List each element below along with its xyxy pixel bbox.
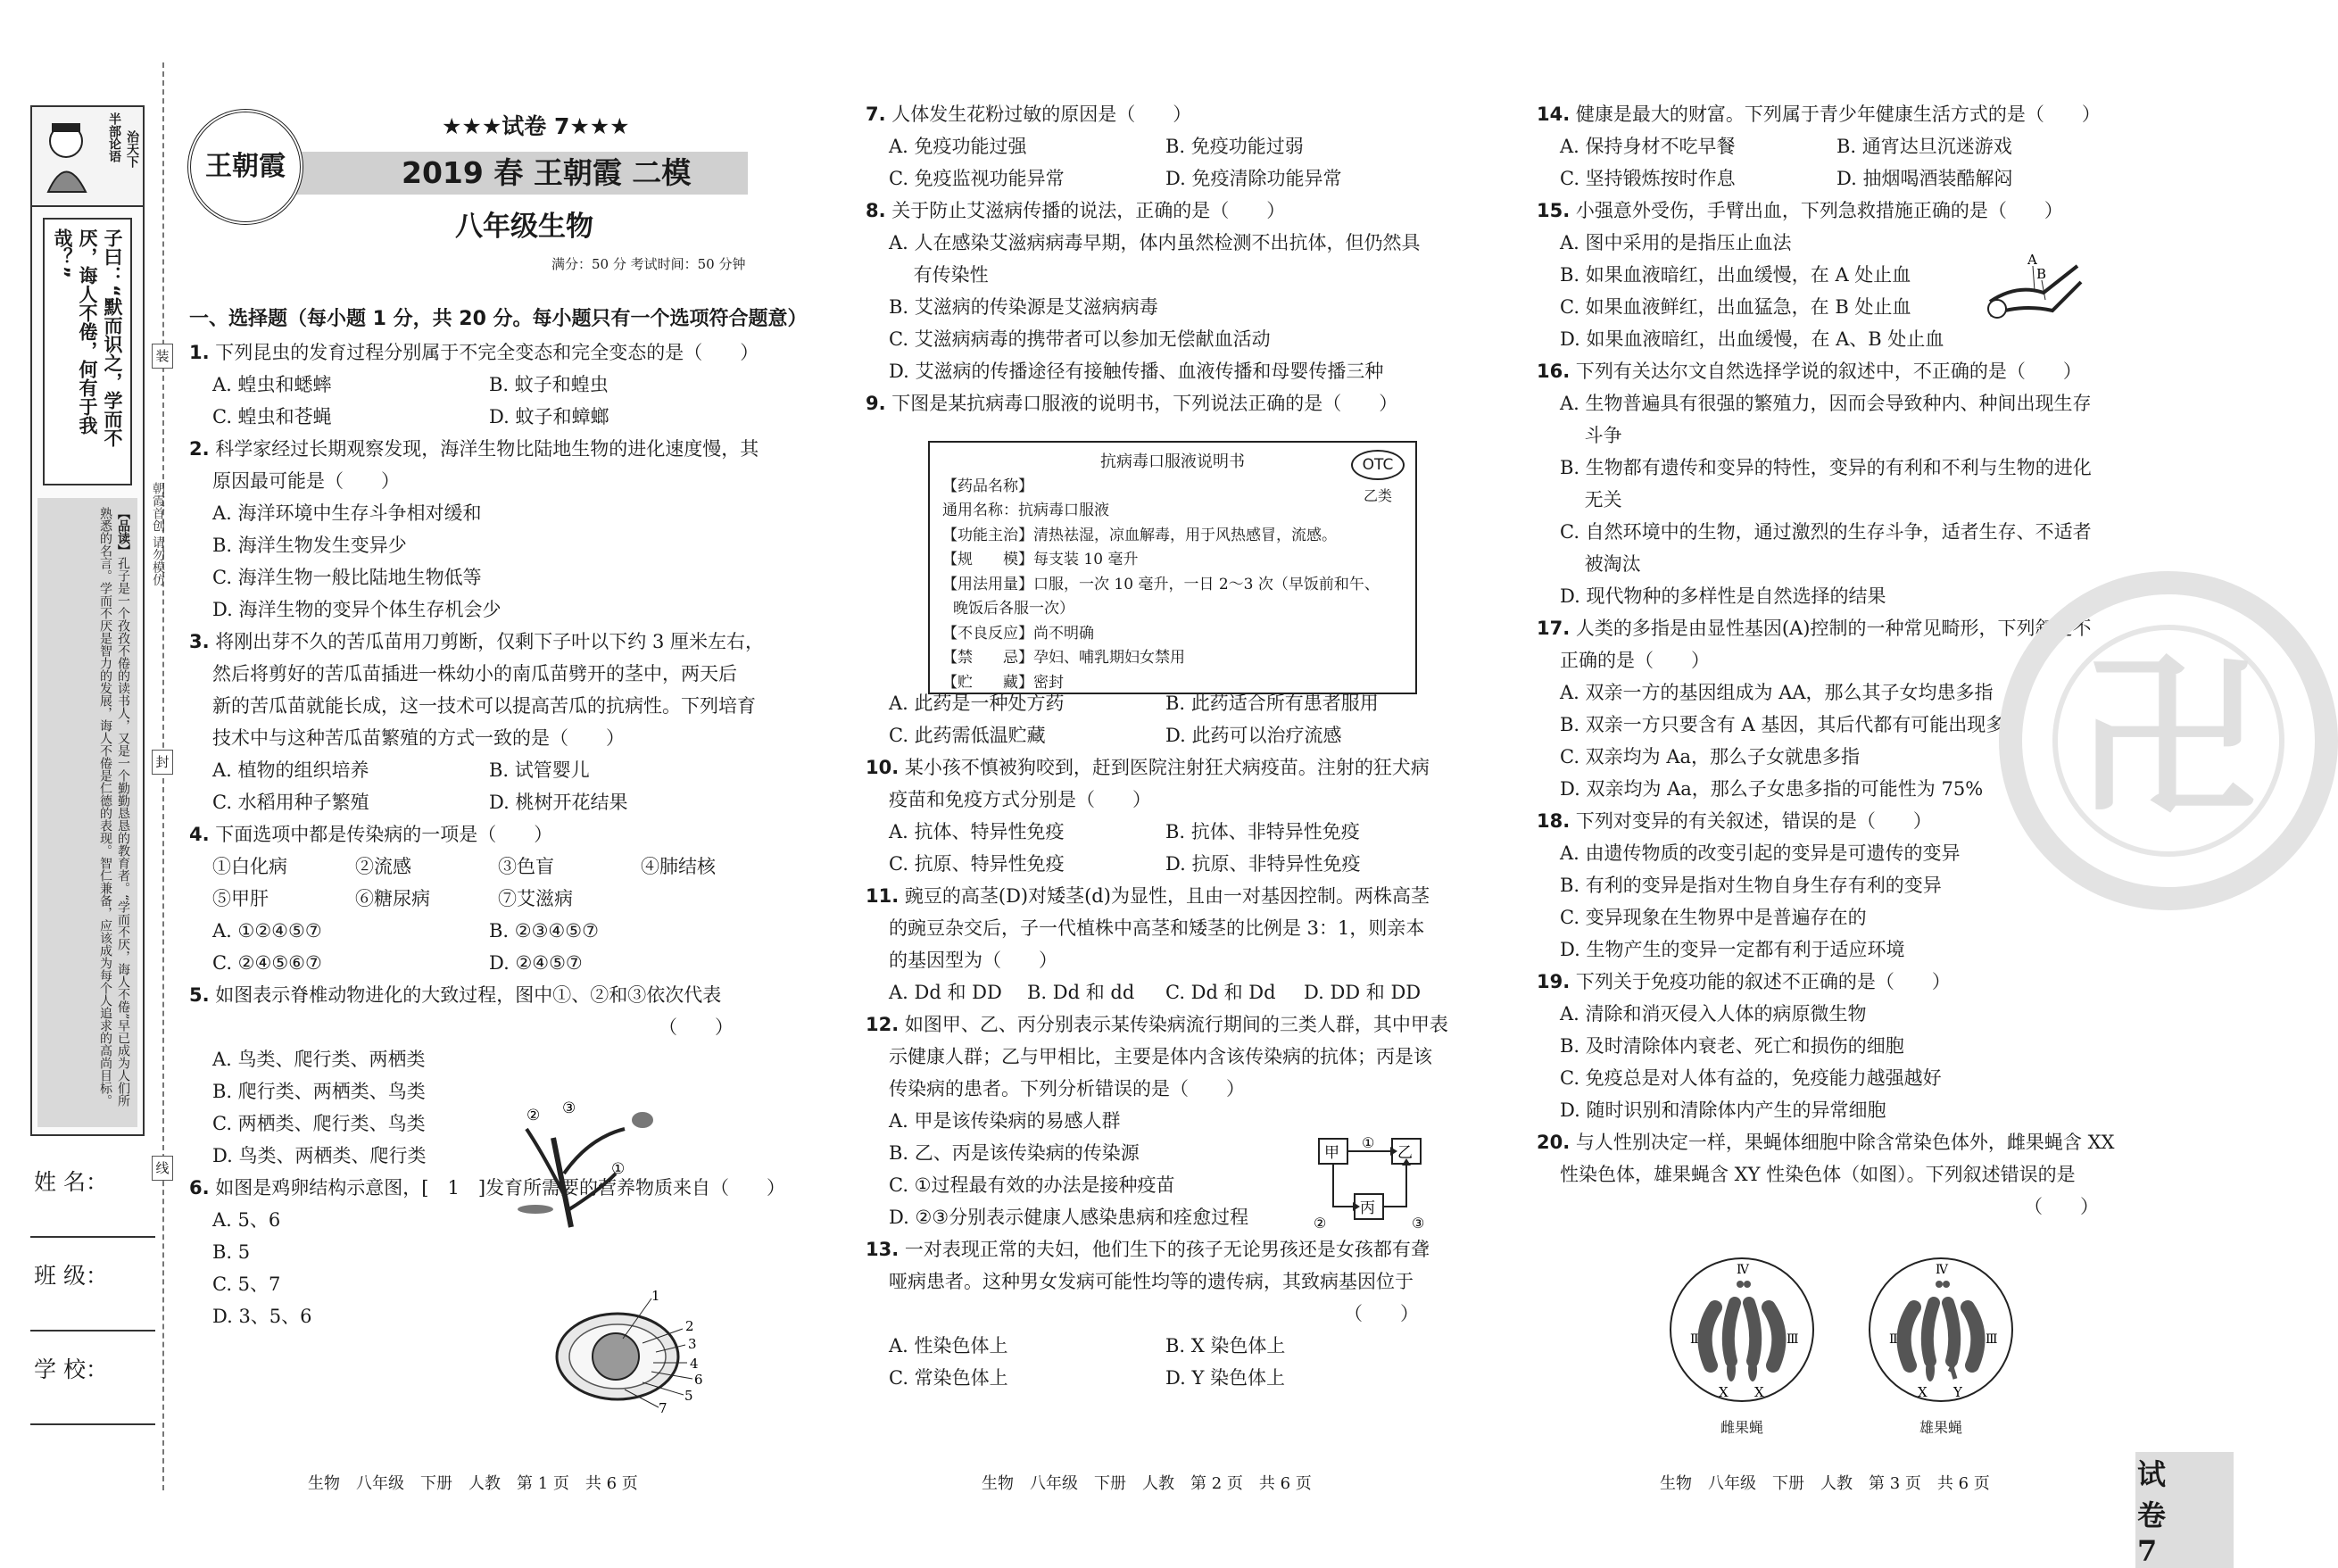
question-number: 18.	[1537, 810, 1571, 832]
question-stem-line	[189, 433, 787, 465]
arm-bleeding-figure	[1981, 248, 2088, 328]
option-b[interactable]: B. 海洋生物发生变异少	[212, 535, 407, 556]
drug-line: 晚饭后各服一次）	[953, 600, 1074, 618]
option-row	[189, 786, 787, 818]
option-row	[866, 719, 1472, 751]
otc-badge: OTC	[1351, 450, 1405, 480]
binding-cut-line	[162, 62, 164, 1490]
option-b[interactable]: B. 生物都有遗传和变异的特性，变异的有利和不利与生物的进化	[1560, 457, 2092, 478]
evolution-tree-figure	[518, 1099, 687, 1232]
drug-leaflet	[928, 441, 1417, 694]
option-a[interactable]: A. 植物的组织培养	[212, 759, 369, 781]
male-chrom-4: Ⅳ	[1936, 1263, 1948, 1277]
watermark-stamp-icon: 卍	[2078, 636, 2258, 844]
question-text: 关于防止艾滋病传播的说法，正确的是（ ）	[891, 200, 1286, 221]
question-text: 下列关于免疫功能的叙述不正确的是（ ）	[1575, 971, 1951, 992]
question-stem-line	[1537, 355, 2152, 387]
option-c[interactable]: C. 抗原、特异性免疫	[889, 853, 1065, 875]
female-chrom-3: Ⅲ	[1787, 1332, 1799, 1347]
option-c[interactable]: C. 免疫总是对人体有益的，免疫能力越强越好	[1560, 1067, 1942, 1089]
sidebar-header	[32, 107, 143, 207]
item: ⑥糖尿病	[355, 888, 430, 909]
question-16	[1537, 355, 2152, 612]
option-b[interactable]: B. 蚊子和蝗虫	[489, 374, 609, 395]
brand-logo: 王朝霞	[187, 109, 303, 225]
question-stem-line: 传染病的患者。下列分析错误的是（ ）	[889, 1078, 1245, 1099]
footer-page-2: 生物 八年级 下册 人教 第 2 页 共 6 页	[982, 1474, 1312, 1493]
question-text: 下面选项中都是传染病的一项是（ ）	[215, 824, 553, 845]
school-field-line[interactable]	[30, 1423, 155, 1425]
male-chrom-3: Ⅲ	[1986, 1332, 1998, 1347]
sidebar-note-tag: 【品读】	[116, 507, 130, 557]
male-fly-figure	[1861, 1254, 2021, 1436]
question-stem-line: 性染色体，雄果蝇含 XY 性染色体（如图）。下列叙述错误的是	[1560, 1164, 2076, 1185]
q6-label-2: 2	[685, 1318, 694, 1334]
question-number: 20.	[1537, 1132, 1571, 1153]
cut-mark-1: 装	[152, 344, 173, 369]
q12-box-jia: 甲	[1324, 1144, 1339, 1162]
question-text: 健康是最大的财富。下列属于青少年健康生活方式的是（ ）	[1575, 104, 2101, 125]
option-continuation: 有传染性	[889, 264, 989, 286]
option-a[interactable]: A. 双亲一方的基因组成为 AA，那么其子女均患多指	[1560, 682, 1994, 703]
school-field-label: 学 校：	[34, 1356, 108, 1382]
female-chrom-x2: X	[1754, 1384, 1764, 1400]
option-c[interactable]: C. 常染色体上	[889, 1367, 1008, 1389]
option-b[interactable]: B. 如果血液暗红，出血缓慢，在 A 处止血	[1560, 264, 1911, 286]
option-c[interactable]: C. 免疫监视功能异常	[889, 168, 1065, 189]
option-b[interactable]: B. X 染色体上	[1165, 1335, 1286, 1356]
question-5	[189, 979, 787, 1172]
option-c[interactable]: C. 此药需低温贮藏	[889, 725, 1046, 746]
question-20	[1537, 1126, 2152, 1223]
question-text: 下列对变异的有关叙述，错误的是（ ）	[1575, 810, 1932, 832]
option-c[interactable]: C. 5、7	[212, 1273, 281, 1295]
q5-label-1: ①	[611, 1160, 626, 1178]
option-d[interactable]: D. ②③分别表示健康人感染患病和痊愈过程	[889, 1207, 1249, 1228]
question-stem-line: 原因最可能是（ ）	[212, 470, 400, 492]
q12-path-2: ②	[1314, 1215, 1327, 1232]
option-b[interactable]: B. 乙、丙是该传染病的传染源	[889, 1142, 1140, 1164]
option-c[interactable]: C. 双亲均为 Aa，那么子女就患多指	[1560, 746, 1861, 767]
option-b[interactable]: B. 双亲一方只要含有 A 基因，其后代都有可能出现多指	[1560, 714, 2024, 735]
option-b[interactable]: B. 艾滋病的传染源是艾滋病病毒	[889, 296, 1158, 318]
option-a[interactable]: A. 鸟类、爬行类、两栖类	[212, 1049, 426, 1070]
question-text: 如图甲、乙、丙分别表示某传染病流行期间的三类人群，其中甲表	[904, 1014, 1448, 1035]
option-d[interactable]: D. 此药可以治疗流感	[1165, 725, 1342, 746]
option-d[interactable]: D. 桃树开花结果	[489, 792, 628, 813]
q12-box-yi: 乙	[1397, 1144, 1413, 1162]
question-13	[866, 1233, 1472, 1394]
question-number: 13.	[866, 1239, 900, 1260]
question-number: 16.	[1537, 361, 1571, 382]
question-stem-line: 疫苗和免疫方式分别是（ ）	[889, 789, 1151, 810]
question-19	[1537, 966, 2152, 1126]
q12-path-3: ③	[1412, 1215, 1425, 1232]
question-number: 8.	[866, 200, 886, 221]
q15-label-b: B	[2036, 266, 2047, 282]
question-number: 12.	[866, 1014, 900, 1035]
question-stem-line	[189, 818, 787, 850]
question-number: 6.	[189, 1177, 210, 1199]
option-a[interactable]: A. 图中采用的是指压止血法	[1560, 232, 1792, 253]
option-a[interactable]: A. 清除和消灭侵入人体的病原微生物	[1560, 1003, 1867, 1025]
option-row	[866, 1330, 1472, 1362]
option-c[interactable]: C. 坚持锻炼按时作息	[1560, 168, 1736, 189]
paper-number: ★★★试卷 7★★★	[442, 113, 630, 139]
question-number: 11.	[866, 885, 900, 907]
sidebar-note	[37, 498, 137, 1127]
option-c[interactable]: C. ②④⑤⑥⑦	[212, 952, 322, 974]
option-a[interactable]: A. 人在感染艾滋病病毒早期，体内虽然检测不出抗体，但仍然具	[889, 232, 1421, 253]
option-row	[866, 816, 1472, 848]
egg-structure-figure	[553, 1290, 714, 1415]
option-c[interactable]: C. 如果血液鲜红，出血猛急，在 B 处止血	[1560, 296, 1911, 318]
q6-label-1: 1	[651, 1288, 660, 1304]
option-d[interactable]: D. 海洋生物的变异个体生存机会少	[212, 599, 502, 620]
q15-label-a: A	[2027, 252, 2037, 268]
question-stem-line	[189, 626, 787, 658]
item: ④肺结核	[641, 856, 716, 877]
option-a[interactable]: A. 5、6	[212, 1209, 281, 1231]
q6-label-4: 4	[690, 1356, 699, 1372]
question-text: 科学家经过长期观察发现，海洋生物比陆地生物的进化速度慢，其	[215, 438, 759, 460]
option-row	[866, 162, 1472, 195]
question-stem-line	[866, 751, 1472, 784]
answer-paren[interactable]: （ ）	[1344, 1303, 1419, 1324]
drug-line: 【禁 忌】孕妇、哺乳期妇女禁用	[942, 649, 1185, 667]
question-text: 与人性别决定一样，果蝇体细胞中除含常染色体外，雌果蝇含 XX	[1575, 1132, 2115, 1153]
option-b[interactable]: B. 5	[212, 1241, 251, 1263]
male-fly-label: 雄果蝇	[1919, 1419, 1962, 1436]
item: ⑦艾滋病	[498, 888, 573, 909]
option-row	[1537, 162, 2152, 195]
option-row	[189, 754, 787, 786]
answer-paren[interactable]: （ ）	[2024, 1196, 2099, 1217]
item: ⑤甲肝	[212, 888, 269, 909]
option-a[interactable]: A. 海洋环境中生存斗争相对缓和	[212, 502, 482, 524]
option-continuation: 无关	[1560, 489, 1622, 510]
option-c[interactable]: C. 海洋生物一般比陆地生物低等	[212, 567, 482, 588]
option-a[interactable]: A. 抗体、特异性免疫	[889, 821, 1065, 842]
question-number: 17.	[1537, 618, 1571, 639]
drug-line: 通用名称：抗病毒口服液	[942, 502, 1109, 519]
item: ①白化病	[212, 856, 287, 877]
question-stem-line: 然后将剪好的苦瓜苗插进一株幼小的南瓜苗劈开的茎中，两天后	[212, 663, 737, 684]
sidebar-motto-1: 半部论语	[107, 112, 121, 162]
option-a[interactable]: A. 由遗传物质的改变引起的变异是可遗传的变异	[1560, 842, 1961, 864]
option-row	[189, 947, 787, 979]
option-row	[1537, 130, 2152, 162]
question-stem-line	[866, 387, 1472, 419]
question-14	[1537, 98, 2152, 195]
option-b[interactable]: B. 免疫功能过弱	[1165, 136, 1304, 157]
name-field-line[interactable]	[30, 1236, 155, 1238]
option-a[interactable]: A. 免疫功能过强	[889, 136, 1027, 157]
option-d[interactable]: D. 抽烟喝酒装酷解闷	[1836, 168, 2013, 189]
cut-warning-text: 朝霞首创 请勿模仿	[151, 482, 165, 586]
option-d[interactable]: D. DD 和 DD	[1304, 982, 1422, 1003]
option-c[interactable]: C. 水稻用种子繁殖	[212, 792, 369, 813]
female-chrom-4: Ⅳ	[1737, 1263, 1749, 1277]
question-stem-line: 哑病患者。这种男女发病可能性均等的遗传病，其致病基因位于	[889, 1271, 1414, 1292]
q12-path-1: ①	[1362, 1134, 1375, 1151]
male-fly-chromosome-icon	[1861, 1254, 2021, 1406]
option-d[interactable]: D. 双亲均为 Aa，那么子女患多指的可能性为 75%	[1560, 778, 1984, 800]
section-heading: 一、选择题（每小题 1 分，共 20 分。每小题只有一个选项符合题意）	[189, 308, 808, 330]
option-row	[189, 369, 787, 401]
question-stem-line: 示健康人群；乙与甲相比，主要是体内含该传染病的抗体；丙是该	[889, 1046, 1432, 1067]
question-stem-line	[866, 880, 1472, 912]
sidebar-panel	[30, 105, 145, 1136]
question-7	[866, 98, 1472, 195]
question-stem-line	[866, 1233, 1472, 1265]
question-stem-line	[1537, 966, 2152, 998]
option-d[interactable]: D. 艾滋病的传播途径有接触传播、血液传播和母婴传播三种	[889, 361, 1384, 382]
question-stem-line: 正确的是（ ）	[1560, 650, 1710, 671]
answer-paren[interactable]: （ ）	[659, 1016, 734, 1038]
male-chrom-x: X	[1918, 1384, 1928, 1400]
drug-line: 【不良反应】尚不明确	[942, 624, 1094, 643]
question-4	[189, 818, 787, 979]
option-a[interactable]: A. 生物普遍具有很强的繁殖力，因而会导致种内、种间出现生存	[1560, 393, 2092, 414]
q6-label-6: 6	[694, 1372, 703, 1388]
column-1	[189, 336, 787, 1332]
option-b[interactable]: B. 及时清除体内衰老、死亡和损伤的细胞	[1560, 1035, 1904, 1057]
sidebar-motto-2: 治天下	[125, 130, 139, 168]
female-fly-figure	[1662, 1254, 1822, 1436]
question-stem-line: 的豌豆杂交后，子一代植株中高茎和矮茎的比例是 3：1，则亲本	[889, 917, 1425, 939]
question-stem-line	[189, 336, 787, 369]
option-c[interactable]: C. 两栖类、爬行类、鸟类	[212, 1113, 426, 1134]
option-c[interactable]: C. 蝗虫和苍蝇	[212, 406, 332, 427]
question-11	[866, 880, 1472, 1008]
option-a[interactable]: A. 性染色体上	[889, 1335, 1008, 1356]
drug-leaflet-title: 抗病毒口服液说明书	[1100, 452, 1245, 471]
female-chrom-2: Ⅱ	[1690, 1332, 1699, 1347]
drug-line: 【用法用量】口服，一次 10 毫升，一日 2～3 次（早饭前和午、	[942, 575, 1380, 593]
question-stem-line	[189, 1172, 787, 1204]
class-field-label: 班 级：	[34, 1263, 108, 1289]
question-stem-line: 技术中与这种苦瓜苗繁殖的方式一致的是（ ）	[212, 727, 625, 749]
population-flow-diagram	[1312, 1133, 1437, 1232]
option-d[interactable]: D. 随时识别和清除体内产生的异常细胞	[1560, 1099, 1886, 1121]
option-a[interactable]: A. 甲是该传染病的易感人群	[889, 1110, 1121, 1132]
otc-class: 乙类	[1363, 487, 1392, 504]
score-time-info: 满分：50 分 考试时间：50 分钟	[551, 256, 746, 272]
question-text: 小强意外受伤，手臂出血，下列急救措施正确的是（ ）	[1575, 200, 2063, 221]
option-row	[866, 1362, 1472, 1394]
question-number: 10.	[866, 757, 900, 778]
question-number: 5.	[189, 984, 210, 1006]
option-row	[189, 401, 787, 433]
question-stem-line	[866, 195, 1472, 227]
option-a[interactable]: A. 此药是一种处方药	[889, 693, 1065, 714]
option-d[interactable]: D. 生物产生的变异一定都有利于适应环境	[1560, 939, 1905, 960]
option-b[interactable]: B. Dd 和 dd	[1027, 982, 1135, 1003]
female-chrom-x1: X	[1719, 1384, 1729, 1400]
sidebar-quote: 子曰：“默而识之，学而不厌，诲人不倦，何有于我哉？”	[43, 218, 132, 485]
option-d[interactable]: D. Y 染色体上	[1165, 1367, 1285, 1389]
option-row	[866, 976, 1472, 1008]
q5-label-2: ②	[526, 1107, 541, 1124]
question-number: 4.	[189, 824, 210, 845]
item: ③色盲	[498, 856, 554, 877]
q5-label-3: ③	[562, 1099, 576, 1117]
question-number: 19.	[1537, 971, 1571, 992]
item-row	[189, 850, 787, 883]
question-number: 3.	[189, 631, 210, 652]
option-b[interactable]: B. 通宵达旦沉迷游戏	[1836, 136, 2012, 157]
question-number: 2.	[189, 438, 210, 460]
question-stem-line: 的基因型为（ ）	[889, 950, 1057, 971]
option-d[interactable]: D. 3、5、6	[212, 1306, 312, 1327]
option-b[interactable]: B. 试管婴儿	[489, 759, 590, 781]
option-c[interactable]: C. 艾滋病病毒的携带者可以参加无偿献血活动	[889, 328, 1271, 350]
male-chrom-2: Ⅱ	[1889, 1332, 1898, 1347]
drug-line: 【规 模】每支装 10 毫升	[942, 551, 1139, 568]
drug-line: 【药品名称】	[942, 477, 1033, 495]
question-stem-line	[189, 979, 787, 1011]
question-text: 某小孩不慎被狗咬到，赶到医院注射狂犬病疫苗。注射的狂犬病	[904, 757, 1430, 778]
option-c[interactable]: C. Dd 和 Dd	[1165, 982, 1276, 1003]
question-2	[189, 433, 787, 626]
question-3	[189, 626, 787, 818]
q6-label-7: 7	[659, 1400, 667, 1416]
female-fly-chromosome-icon	[1662, 1254, 1822, 1406]
question-number: 15.	[1537, 200, 1571, 221]
male-chrom-y: Y	[1953, 1384, 1962, 1400]
class-field-line[interactable]	[30, 1330, 155, 1332]
option-row	[189, 915, 787, 947]
item: ②流感	[355, 856, 411, 877]
option-b[interactable]: B. 爬行类、两栖类、鸟类	[212, 1081, 426, 1102]
option-d[interactable]: D. 如果血液暗红，出血缓慢，在 A、B 处止血	[1560, 328, 1944, 350]
option-d[interactable]: D. 蚊子和蟑螂	[489, 406, 609, 427]
question-stem-line: 新的苦瓜苗就能长成，这一技术可以提高苦瓜的抗病性。下列培育	[212, 695, 756, 717]
sidebar-note-text: 孔子是一个孜孜不倦的读书人，又是一个勤勤恳恳的教育者。“学而不厌，诲人不倦”早已成为人们所熟悉的名言。学而不厌是智力的发展，诲人不倦是仁德的表现。智仁兼备，应该成为每个人追求的高尚目标。	[98, 507, 130, 1108]
exam-title: 2019 春 王朝霞 二模	[402, 155, 692, 190]
question-text: 下列有关达尔文自然选择学说的叙述中，不正确的是（ ）	[1575, 361, 2082, 382]
option-d[interactable]: D. 抗原、非特异性免疫	[1165, 853, 1361, 875]
question-stem-line	[866, 98, 1472, 130]
option-a[interactable]: A. ①②④⑤⑦	[212, 920, 322, 942]
question-stem-line	[1537, 98, 2152, 130]
option-b[interactable]: B. 有利的变异是指对生物自身生存有利的变异	[1560, 875, 1942, 896]
question-number: 1.	[189, 342, 210, 363]
question-stem-line	[1537, 1126, 2152, 1158]
option-d[interactable]: D. 免疫清除功能异常	[1165, 168, 1342, 189]
option-row	[866, 130, 1472, 162]
drug-line: 【功能主治】清热祛湿，凉血解毒，用于风热感冒，流感。	[942, 526, 1337, 544]
female-fly-label: 雌果蝇	[1720, 1419, 1763, 1436]
question-1	[189, 336, 787, 433]
question-text: 一对表现正常的夫妇，他们生下的孩子无论男孩还是女孩都有聋	[904, 1239, 1430, 1260]
item-row	[189, 883, 787, 915]
option-b[interactable]: B. ②③④⑤⑦	[489, 920, 599, 942]
question-text: 将刚出芽不久的苦瓜苗用刀剪断，仅剩下子叶以下约 3 厘米左右，	[215, 631, 764, 652]
question-number: 7.	[866, 104, 886, 125]
question-text: 豌豆的高茎(D)对矮茎(d)为显性，且由一对基因控制。两株高茎	[904, 885, 1430, 907]
option-c[interactable]: C. 变异现象在生物界中是普遍存在的	[1560, 907, 1867, 928]
cut-mark-2: 封	[152, 750, 173, 775]
option-a[interactable]: A. Dd 和 DD	[889, 982, 1002, 1003]
q12-box-bing: 丙	[1360, 1199, 1375, 1217]
option-a[interactable]: A. 保持身材不吃早餐	[1560, 136, 1736, 157]
question-stem-line	[1537, 195, 2152, 227]
option-a[interactable]: A. 蝗虫和蟋蟀	[212, 374, 332, 395]
option-continuation: 斗争	[1560, 425, 1622, 446]
option-c[interactable]: C. 自然环境中的生物，通过激烈的生存斗争，适者生存、不适者	[1560, 521, 2092, 543]
subject-title: 八年级生物	[455, 211, 593, 243]
question-number: 9.	[866, 393, 886, 414]
drug-line: 【贮 藏】密封	[942, 673, 1064, 692]
option-b[interactable]: B. 抗体、非特异性免疫	[1165, 821, 1360, 842]
q6-label-5: 5	[684, 1388, 693, 1404]
option-b[interactable]: B. 此药适合所有患者服用	[1165, 693, 1379, 714]
question-text: 人体发生花粉过敏的原因是（ ）	[891, 104, 1192, 125]
footer-page-3: 生物 八年级 下册 人教 第 3 页 共 6 页	[1660, 1474, 1990, 1493]
option-continuation: 被淘汰	[1560, 553, 1641, 575]
name-field-label: 姓 名：	[34, 1169, 108, 1195]
option-c[interactable]: C. ①过程最有效的办法是接种疫苗	[889, 1174, 1175, 1196]
option-row	[866, 848, 1472, 880]
footer-page-1: 生物 八年级 下册 人教 第 1 页 共 6 页	[308, 1474, 638, 1493]
question-text: 下图是某抗病毒口服液的说明书，下列说法正确的是（ ）	[891, 393, 1398, 414]
option-d[interactable]: D. 现代物种的多样性是自然选择的结果	[1560, 585, 1886, 607]
q6-label-3: 3	[688, 1336, 697, 1352]
question-number: 14.	[1537, 104, 1571, 125]
paper-tag: 试卷 7	[2128, 1452, 2234, 1568]
question-text: 人类的多指是由显性基因(A)控制的一种常见畸形，下列叙述不	[1575, 618, 2092, 639]
question-text: 如图是鸡卵结构示意图，[ 1 ]发育所需要的营养物质来自（ ）	[215, 1177, 786, 1199]
question-stem-line	[866, 1008, 1472, 1041]
question-text: 下列昆虫的发育过程分别属于不完全变态和完全变态的是（ ）	[215, 342, 759, 363]
drug-leaflet-lines	[942, 475, 1403, 696]
option-d[interactable]: D. ②④⑤⑦	[489, 952, 583, 974]
question-text: 如图表示脊椎动物进化的大致过程，图中①、②和③依次代表	[215, 984, 722, 1006]
question-10	[866, 751, 1472, 880]
question-8	[866, 195, 1472, 387]
cut-mark-3: 线	[152, 1156, 173, 1181]
option-d[interactable]: D. 鸟类、两栖类、爬行类	[212, 1145, 427, 1166]
